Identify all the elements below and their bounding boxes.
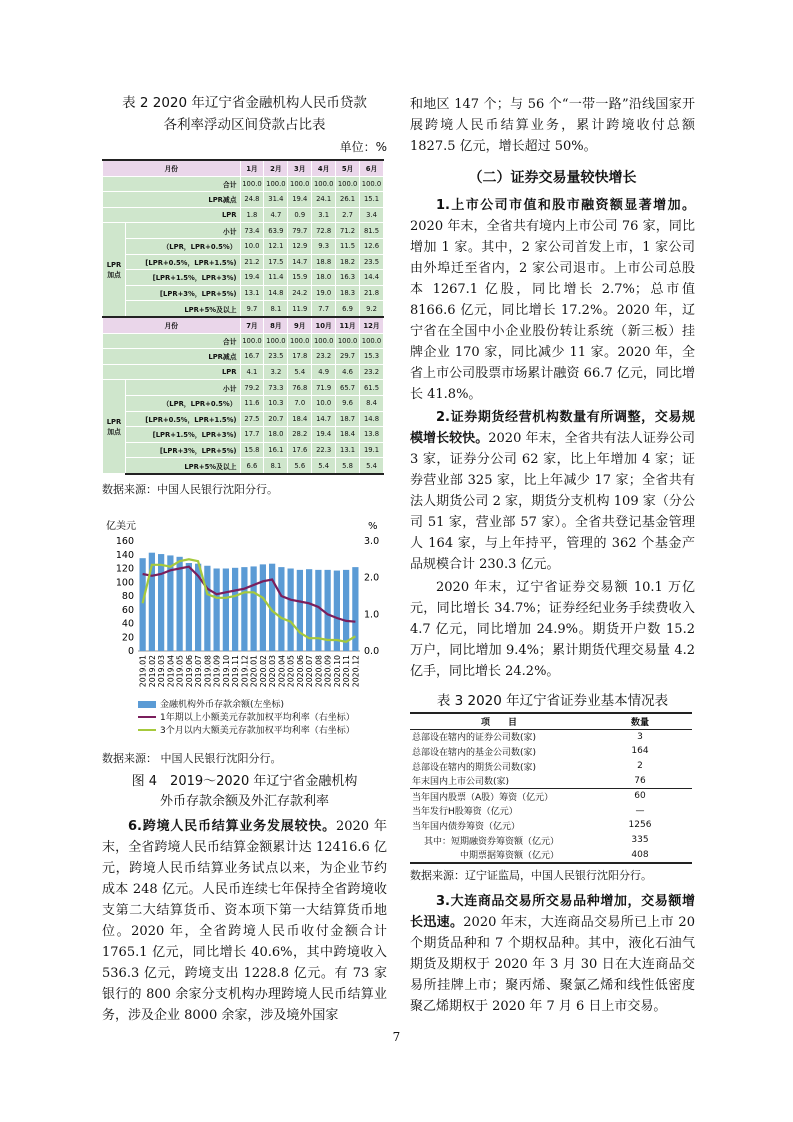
table2-cell: 21.8 bbox=[360, 285, 384, 301]
table2-row-label: [LPR+1.5%，LPR+3%) bbox=[126, 270, 241, 286]
table2-row bbox=[103, 442, 384, 458]
table2-cell: 16.1 bbox=[264, 442, 288, 458]
table2-cell: 4.1 bbox=[240, 364, 264, 380]
table2-cell: 12.9 bbox=[288, 238, 312, 254]
table2-row-label: LPR bbox=[103, 207, 241, 223]
bar bbox=[204, 566, 210, 651]
x-tick-label: 2020.01 bbox=[249, 654, 259, 688]
table3-qty: 335 bbox=[631, 835, 649, 846]
bar bbox=[232, 568, 238, 651]
table2-row bbox=[103, 333, 384, 349]
table2-cell: 100.0 bbox=[312, 333, 336, 349]
table2-cell: 100.0 bbox=[336, 333, 360, 349]
x-tick-label: 2020.12 bbox=[351, 654, 361, 688]
table2-row-label: 合计 bbox=[103, 176, 241, 192]
bar bbox=[186, 563, 192, 651]
table2-cell: 17.7 bbox=[240, 427, 264, 443]
table2-header-row bbox=[103, 160, 384, 176]
table3-row bbox=[410, 804, 692, 819]
table2-cell: 14.8 bbox=[360, 411, 384, 427]
table3-qty: 164 bbox=[631, 746, 649, 757]
bar bbox=[288, 568, 294, 651]
table2-cell: 73.4 bbox=[240, 223, 264, 239]
table2-cell: 18.0 bbox=[264, 427, 288, 443]
para-securities: 2.证券期货经营机构数量有所调整，交易规模增长较快。2020 年末，全省共有法人证券公司 3 家，证券分公司 62 家，比上年增加 4 家；证券营业部 325 家，比上年减少 17 家；全省共有法人期货公司 2 家，期货分支机构 109 家（分公司 51 家，营业部 57 家）。全省共登记基金管理人 164 家，与上年持平，管理的 362 个基金产品规模合计 230.3 亿元。 bbox=[410, 410, 695, 572]
table2-row bbox=[103, 411, 384, 427]
table2-row bbox=[103, 285, 384, 301]
table2-cell: 100.0 bbox=[240, 333, 264, 349]
table2-cell: 4.9 bbox=[312, 364, 336, 380]
table2-cell: 71.9 bbox=[312, 380, 336, 396]
table2-row bbox=[103, 238, 384, 254]
table2-cell: 0.9 bbox=[288, 207, 312, 223]
bar bbox=[158, 554, 164, 651]
table2-row bbox=[103, 395, 384, 411]
table2-cell: 63.9 bbox=[264, 223, 288, 239]
table2-cell: 10.3 bbox=[264, 395, 288, 411]
table2-cell: 9.2 bbox=[360, 301, 384, 317]
x-tick-label: 2019.04 bbox=[166, 654, 176, 688]
table2-header-cell: 5月 bbox=[336, 160, 360, 176]
table2-row bbox=[103, 364, 384, 380]
table2-row-label: LPR+5%及以上 bbox=[126, 301, 241, 317]
table3-item: 其中：短期融资券筹资额（亿元） bbox=[424, 836, 560, 847]
table2-header-cell: 月份 bbox=[103, 160, 241, 176]
x-tick-label: 2020.11 bbox=[342, 654, 352, 688]
table2-cell: 22.3 bbox=[312, 442, 336, 458]
table2-row-label: LPR减点 bbox=[103, 192, 241, 208]
table2-row bbox=[103, 223, 384, 239]
legend-label: 金融机构外币存款余额(左坐标) bbox=[160, 699, 285, 710]
table2-cell: 100.0 bbox=[288, 333, 312, 349]
x-tick-label: 2019.02 bbox=[147, 654, 157, 688]
table2-row bbox=[103, 380, 384, 396]
table3-row bbox=[410, 773, 692, 788]
table2-cell: 8.1 bbox=[264, 458, 288, 474]
y-tick-label: 0 bbox=[127, 645, 134, 657]
table3-item: 中期票据筹资额（亿元） bbox=[410, 847, 588, 863]
table3-qty: 408 bbox=[588, 847, 692, 863]
table2-header-cell: 2月 bbox=[264, 160, 288, 176]
x-tick-label: 2020.04 bbox=[277, 654, 287, 688]
figure4-caption: 图 4 2019～2020 年辽宁省金融机构 外币存款余额及外汇存款利率 bbox=[131, 773, 358, 809]
table3-header-row bbox=[410, 713, 692, 729]
table2-cell: 2.7 bbox=[336, 207, 360, 223]
table2-cell: 14.7 bbox=[288, 254, 312, 270]
table2-cell: 24.2 bbox=[288, 285, 312, 301]
table2-row bbox=[103, 192, 384, 208]
bar bbox=[241, 567, 247, 651]
table3-item: 总部设在辖内的证券公司数(家) bbox=[412, 733, 537, 744]
table2-cell: 19.1 bbox=[360, 442, 384, 458]
table2-cell: 18.4 bbox=[288, 411, 312, 427]
legend-item bbox=[138, 725, 387, 738]
legend-label: 1年期以上小额美元存款加权平均利率（右坐标） bbox=[160, 712, 355, 723]
y-tick-label: 20 bbox=[121, 632, 134, 644]
legend-swatch bbox=[138, 729, 156, 731]
table2-row-label: LPR bbox=[103, 364, 241, 380]
table3-qty: — bbox=[635, 805, 645, 816]
table3-row bbox=[410, 833, 692, 848]
table2-cell: 18.3 bbox=[336, 285, 360, 301]
continued-text: 和地区 147 个；与 56 个“一带一路”沿线国家开展跨境人民币结算业务，累计跨境收付总额 1827.5 亿元，增长超过 50%。 bbox=[410, 97, 695, 154]
table2-cell: 26.1 bbox=[336, 192, 360, 208]
table2-cell: 18.8 bbox=[312, 254, 336, 270]
table3 bbox=[410, 712, 692, 864]
table2-cell: 29.7 bbox=[336, 349, 360, 365]
y2-tick-label: 0.0 bbox=[364, 645, 380, 657]
y-tick-label: 120 bbox=[115, 563, 134, 575]
table2-row bbox=[103, 427, 384, 443]
x-tick-label: 2019.05 bbox=[175, 654, 185, 688]
table3-header-item: 项 目 bbox=[410, 713, 588, 729]
table2-cell: 3.4 bbox=[360, 207, 384, 223]
table2-unit: 单位：% bbox=[339, 140, 387, 154]
table3-item: 当年发行H股筹资（亿元） bbox=[412, 807, 518, 818]
bar bbox=[251, 566, 257, 651]
table2-cell: 24.8 bbox=[240, 192, 264, 208]
table2-cell: 23.5 bbox=[264, 349, 288, 365]
legend-item bbox=[138, 712, 387, 725]
table2-row-label: [LPR+3%，LPR+5%) bbox=[126, 442, 241, 458]
bar bbox=[214, 568, 220, 651]
y-tick-label: 140 bbox=[115, 549, 134, 561]
x-tick-label: 2019.12 bbox=[240, 654, 250, 688]
table2-row-label: 合计 bbox=[103, 333, 241, 349]
x-tick-label: 2019.03 bbox=[157, 654, 167, 688]
table2-row bbox=[103, 207, 384, 223]
table2-header-cell: 3月 bbox=[288, 160, 312, 176]
table2-row-label: （LPR，LPR+0.5%） bbox=[126, 395, 241, 411]
table2-cell: 5.8 bbox=[336, 458, 360, 474]
table2-header-cell: 1月 bbox=[240, 160, 264, 176]
table2-cell: 5.4 bbox=[360, 458, 384, 474]
table3-header-qty: 数量 bbox=[588, 713, 692, 729]
table2-cell: 13.8 bbox=[360, 427, 384, 443]
table2-cell: 12.6 bbox=[360, 238, 384, 254]
x-tick-label: 2020.09 bbox=[323, 654, 333, 688]
table2-row-label: 小计 bbox=[126, 223, 241, 239]
table2-cell: 72.8 bbox=[312, 223, 336, 239]
table2-cell: 100.0 bbox=[264, 176, 288, 192]
table2-row-label: [LPR+0.5%，LPR+1.5%) bbox=[126, 254, 241, 270]
table2-cell: 15.8 bbox=[240, 442, 264, 458]
table2-cell: 7.0 bbox=[288, 395, 312, 411]
table2-cell: 11.5 bbox=[336, 238, 360, 254]
x-tick-label: 2019.06 bbox=[184, 654, 194, 688]
table2-row bbox=[103, 458, 384, 474]
table3-qty: 60 bbox=[588, 788, 692, 803]
y2-tick-label: 3.0 bbox=[364, 535, 380, 547]
bar bbox=[140, 558, 146, 651]
x-tick-label: 2020.10 bbox=[332, 654, 342, 688]
table2-cell: 73.3 bbox=[264, 380, 288, 396]
table2-header-cell: 7月 bbox=[240, 317, 264, 333]
table3-item: 总部设在辖内的期货公司数(家) bbox=[412, 762, 537, 773]
table2-cell: 7.7 bbox=[312, 301, 336, 317]
table2-cell: 100.0 bbox=[288, 176, 312, 192]
table2-cell: 8.1 bbox=[264, 301, 288, 317]
table3-qty: 1256 bbox=[628, 820, 652, 831]
table2-cell: 18.4 bbox=[336, 427, 360, 443]
x-tick-label: 2019.07 bbox=[194, 654, 204, 688]
table2-row-label: （LPR，LPR+0.5%） bbox=[126, 238, 241, 254]
table2-header-cell: 11月 bbox=[336, 317, 360, 333]
x-tick-label: 2019.09 bbox=[212, 654, 222, 688]
table2-cell: 13.1 bbox=[336, 442, 360, 458]
x-tick-label: 2020.02 bbox=[258, 654, 268, 688]
table2-title: 表 2 2020 年辽宁省金融机构人民币贷款 各利率浮动区间贷款占比表 bbox=[122, 95, 367, 133]
x-tick-label: 2020.07 bbox=[305, 654, 315, 688]
table2-cell: 5.6 bbox=[288, 458, 312, 474]
table2-header-cell: 6月 bbox=[360, 160, 384, 176]
table2-cell: 9.7 bbox=[240, 301, 264, 317]
table2 bbox=[102, 159, 384, 475]
table2-cell: 19.4 bbox=[240, 270, 264, 286]
table2-cell: 10.0 bbox=[312, 395, 336, 411]
right-column bbox=[410, 92, 695, 1017]
table2-cell: 100.0 bbox=[240, 176, 264, 192]
chart-legend bbox=[138, 699, 387, 738]
y2-axis-label: % bbox=[368, 520, 378, 532]
table2-row bbox=[103, 301, 384, 317]
table3-title: 表 3 2020 年辽宁省证券业基本情况表 bbox=[436, 693, 669, 709]
table3-row bbox=[410, 759, 692, 774]
para6: 6.跨境人民币结算业务发展较快。2020 年末，全省跨境人民币结算金额累计达 12416.6 亿元，跨境人民币结算业务试点以来，为企业节约成本 248 亿元。人民币连续七年保持全省跨境收支第二大结算货币、资本项下第一大结算货币地位。2020 年，全省跨境人民币收付金额合计 1765.1 亿元，同比增长 40.6%，其中跨境收入 536.3 亿元，跨境支出 1228.8 亿元。有 73 家银行的 800 余家分支机构办理跨境人民币结算业务，涉及企业 8000 余家，涉及境外国家 bbox=[102, 818, 388, 1023]
table2-cell: 100.0 bbox=[264, 333, 288, 349]
table2-row-label: 小计 bbox=[126, 380, 241, 396]
x-tick-label: 2019.08 bbox=[203, 654, 213, 688]
table2-row-label: [LPR+3%，LPR+5%) bbox=[126, 285, 241, 301]
table2-cell: 100.0 bbox=[360, 176, 384, 192]
table3-item: 总部设在辖内的基金公司数(家) bbox=[412, 747, 537, 758]
table2-cell: 9.3 bbox=[312, 238, 336, 254]
table2-cell: 15.3 bbox=[360, 349, 384, 365]
table2-header-cell: 8月 bbox=[264, 317, 288, 333]
table2-cell: 15.1 bbox=[360, 192, 384, 208]
table2-cell: 1.8 bbox=[240, 207, 264, 223]
table2-header-cell: 4月 bbox=[312, 160, 336, 176]
table2-cell: 24.1 bbox=[312, 192, 336, 208]
table2-cell: 79.7 bbox=[288, 223, 312, 239]
table2-cell: 16.7 bbox=[240, 349, 264, 365]
table2-row-label: LPR+5%及以上 bbox=[126, 458, 241, 474]
table2-side-label: LPR 加点 bbox=[103, 223, 126, 317]
table3-item: 年末国内上市公司数(家) bbox=[412, 777, 510, 788]
table2-source: 数据来源：中国人民银行沈阳分行。 bbox=[102, 482, 278, 496]
deposit-chart bbox=[102, 511, 387, 699]
legend-item bbox=[138, 699, 387, 712]
x-tick-label: 2020.05 bbox=[286, 654, 296, 688]
x-tick-label: 2019.11 bbox=[231, 654, 241, 688]
series-line-2 bbox=[143, 559, 356, 642]
table2-cell: 10.0 bbox=[240, 238, 264, 254]
table2-cell: 31.4 bbox=[264, 192, 288, 208]
table2-cell: 18.0 bbox=[312, 270, 336, 286]
table2-header-cell: 10月 bbox=[312, 317, 336, 333]
table2-cell: 100.0 bbox=[360, 333, 384, 349]
table2-cell: 21.2 bbox=[240, 254, 264, 270]
para-listed: 1.上市公司市值和股市融资额显著增加。2020 年末，全省共有境内上市公司 76 家，同比增加 1 家。其中，2 家公司首发上市，1 家公司由外埠迁至省内，2 家公司退市。上市公司总股本 1267.1 亿股，同比增长 2.7%；总市值 8166.6 亿元，同比增长 17.2%。2020 年，辽宁省在全国中小企业股份转让系统（新三板）挂牌企业 170 家，同比减少 11 家。2020 年，全省上市公司股票市场累计融资 66.7 亿元，同比增长 41.8%。 bbox=[410, 198, 695, 402]
table2-row-label: LPR减点 bbox=[103, 349, 241, 365]
table2-cell: 17.5 bbox=[264, 254, 288, 270]
y2-tick-label: 2.0 bbox=[364, 572, 380, 584]
x-tick-label: 2019.10 bbox=[221, 654, 231, 688]
table2-cell: 18.7 bbox=[336, 411, 360, 427]
bar bbox=[278, 567, 284, 651]
table2-cell: 14.7 bbox=[312, 411, 336, 427]
table3-row bbox=[410, 744, 692, 759]
table2-cell: 3.2 bbox=[264, 364, 288, 380]
table2-row bbox=[103, 349, 384, 365]
page-number: 7 bbox=[392, 1030, 401, 1044]
table2-cell: 5.4 bbox=[312, 458, 336, 474]
table2-cell: 65.7 bbox=[336, 380, 360, 396]
table2-cell: 17.8 bbox=[288, 349, 312, 365]
table2-cell: 11.4 bbox=[264, 270, 288, 286]
bar bbox=[223, 568, 229, 651]
table3-source: 数据来源：辽宁证监局，中国人民银行沈阳分行。 bbox=[410, 868, 652, 882]
table2-row bbox=[103, 176, 384, 192]
series-line-1 bbox=[143, 567, 356, 622]
table2-cell: 76.8 bbox=[288, 380, 312, 396]
table2-cell: 14.4 bbox=[360, 270, 384, 286]
left-column bbox=[102, 92, 387, 1026]
table2-cell: 23.2 bbox=[312, 349, 336, 365]
table2-cell: 81.5 bbox=[360, 223, 384, 239]
table2-cell: 4.7 bbox=[264, 207, 288, 223]
table2-cell: 71.2 bbox=[336, 223, 360, 239]
para-trade: 2020 年末，辽宁省证券交易额 10.1 万亿元，同比增长 34.7%；证券经纪业务手续费收入 4.7 亿元，同比增加 24.9%。期货开户数 15.2 万户，同比增加 9.4%；累计期货代理交易量 4.2 亿手，同比增长 24.2%。 bbox=[410, 580, 695, 679]
table2-row-label: [LPR+1.5%，LPR+3%) bbox=[126, 427, 241, 443]
table3-qty: 76 bbox=[634, 775, 646, 786]
table2-cell: 3.1 bbox=[312, 207, 336, 223]
table2-cell: 23.5 bbox=[360, 254, 384, 270]
table2-cell: 19.0 bbox=[312, 285, 336, 301]
table2-cell: 20.7 bbox=[264, 411, 288, 427]
table2-cell: 27.5 bbox=[240, 411, 264, 427]
x-tick-label: 2020.06 bbox=[295, 654, 305, 688]
table2-cell: 12.1 bbox=[264, 238, 288, 254]
table2-cell: 5.4 bbox=[288, 364, 312, 380]
table2-header-cell: 月份 bbox=[103, 317, 241, 333]
x-tick-label: 2020.08 bbox=[314, 654, 324, 688]
table2-side-label: LPR 加点 bbox=[103, 380, 126, 474]
table2-cell: 16.3 bbox=[336, 270, 360, 286]
y-tick-label: 40 bbox=[121, 618, 134, 630]
y2-tick-label: 1.0 bbox=[364, 609, 380, 621]
y-tick-label: 160 bbox=[115, 535, 134, 547]
table2-cell: 11.9 bbox=[288, 301, 312, 317]
table2-cell: 23.2 bbox=[360, 364, 384, 380]
table2-header-cell: 12月 bbox=[360, 317, 384, 333]
y-tick-label: 100 bbox=[115, 577, 134, 589]
table2-cell: 79.2 bbox=[240, 380, 264, 396]
table3-item: 当年国内债券筹资（亿元） bbox=[412, 821, 521, 832]
table3-row bbox=[410, 729, 692, 744]
table2-cell: 100.0 bbox=[336, 176, 360, 192]
y-tick-label: 80 bbox=[121, 590, 134, 602]
legend-swatch bbox=[138, 701, 156, 708]
y-axis-label: 亿美元 bbox=[106, 520, 136, 532]
table2-cell: 100.0 bbox=[312, 176, 336, 192]
table2-cell: 28.2 bbox=[288, 427, 312, 443]
table2-row-label: [LPR+0.5%，LPR+1.5%) bbox=[126, 411, 241, 427]
table2-cell: 14.8 bbox=[264, 285, 288, 301]
table2-cell: 17.6 bbox=[288, 442, 312, 458]
table3-row bbox=[410, 788, 692, 803]
legend-label: 3个月以内大额美元存款加权平均利率（右坐标） bbox=[160, 725, 355, 736]
table2-cell: 18.2 bbox=[336, 254, 360, 270]
y-tick-label: 60 bbox=[121, 604, 134, 616]
table2-cell: 61.5 bbox=[360, 380, 384, 396]
x-tick-label: 2019.01 bbox=[138, 654, 148, 688]
section-title: （二）证券交易量较快增长 bbox=[468, 170, 637, 186]
bar bbox=[177, 557, 183, 651]
table3-item: 当年国内股票（A股）筹资（亿元） bbox=[410, 788, 588, 803]
x-tick-label: 2020.03 bbox=[268, 654, 278, 688]
table3-row bbox=[410, 847, 692, 863]
table2-row bbox=[103, 254, 384, 270]
legend-swatch bbox=[138, 716, 156, 718]
table2-cell: 4.6 bbox=[336, 364, 360, 380]
table2-cell: 9.6 bbox=[336, 395, 360, 411]
chart-source: 数据来源： 中国人民银行沈阳分行。 bbox=[102, 751, 282, 765]
table2-cell: 19.4 bbox=[312, 427, 336, 443]
para-dce: 3.大连商品交易所交易品种增加，交易额增长迅速。2020 年末，大连商品交易所已上市 20 个期货品种和 7 个期权品种。其中，液化石油气期货及期权于 2020 年 3 月 30 日在大连商品交易所挂牌上市；聚丙烯、聚氯乙烯和线性低密度聚乙烯期权于 2020 年 7 月 6 日上市交易。 bbox=[410, 893, 695, 1014]
table3-row bbox=[410, 818, 692, 833]
bar bbox=[297, 570, 303, 651]
table2-cell: 8.4 bbox=[360, 395, 384, 411]
table2-cell: 6.9 bbox=[336, 301, 360, 317]
table2-cell: 19.4 bbox=[288, 192, 312, 208]
table2-cell: 15.9 bbox=[288, 270, 312, 286]
table2-cell: 13.1 bbox=[240, 285, 264, 301]
bar bbox=[260, 564, 266, 651]
table2-row bbox=[103, 270, 384, 286]
table2-cell: 11.6 bbox=[240, 395, 264, 411]
table2-header-row bbox=[103, 317, 384, 333]
table3-qty: 3 bbox=[637, 731, 643, 742]
bar bbox=[343, 570, 349, 651]
table3-qty: 2 bbox=[637, 761, 643, 772]
table2-header-cell: 9月 bbox=[288, 317, 312, 333]
table2-cell: 6.6 bbox=[240, 458, 264, 474]
